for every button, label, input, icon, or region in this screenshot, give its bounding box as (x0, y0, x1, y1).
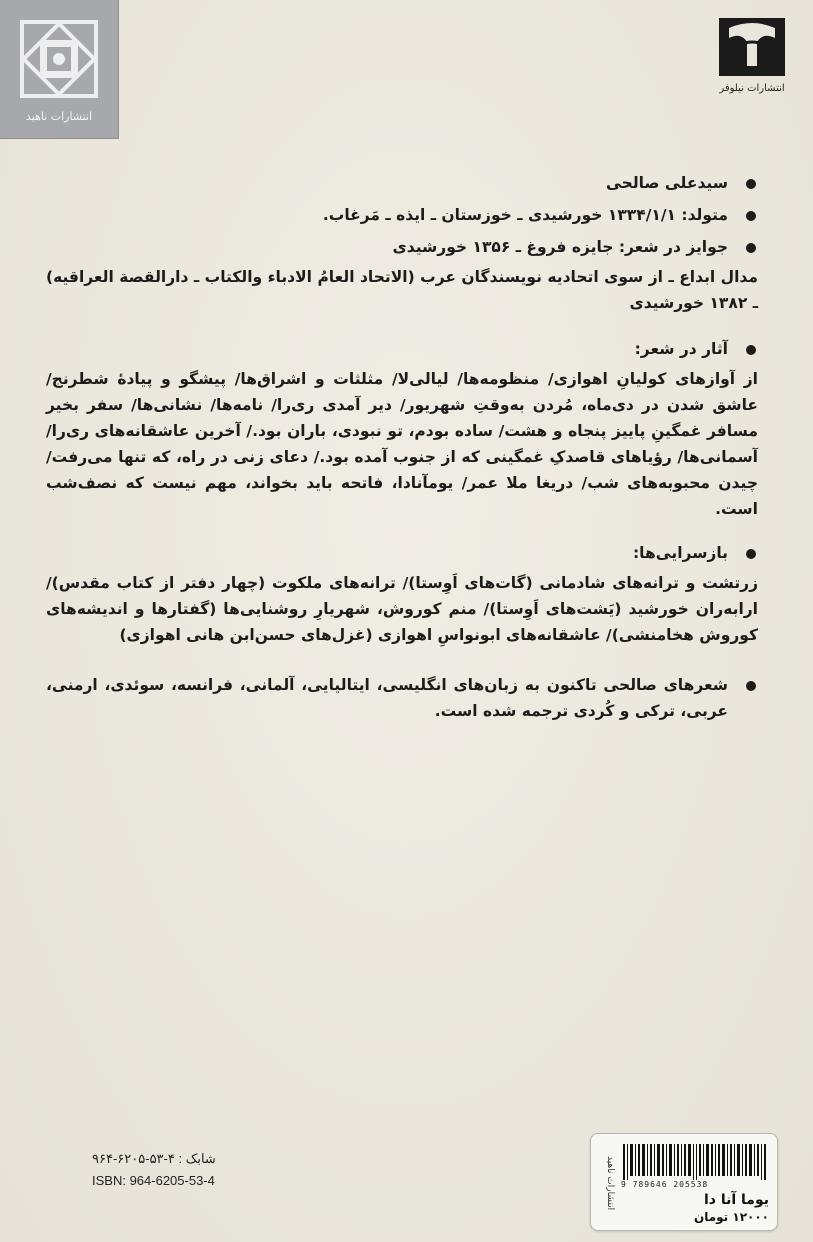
bullet-icon (746, 549, 756, 559)
niloofar-logo-icon (717, 16, 787, 78)
barcode-number: 9 789646 205538 (621, 1180, 709, 1189)
bullet-icon (746, 345, 756, 355)
bullet-icon (746, 211, 756, 221)
niloofar-logo (714, 16, 790, 98)
isbn-latin: ISBN: 964-6205-53-4 (92, 1173, 215, 1188)
price-sticker (590, 1133, 778, 1231)
bullet-icon (746, 681, 756, 691)
bullet-icon (746, 243, 756, 253)
birth-info: متولد: ۱۳۳۴/۱/۱ خورشیدی ـ خوزستان ـ ایذه ـ مَرغاب. (322, 206, 728, 224)
rewritings-item (46, 540, 758, 566)
back-cover-text (46, 170, 758, 724)
author-name-item (46, 170, 758, 196)
translations-text: شعرهای صالحی تاکنون به زبان‌های انگلیسی، ایتالیایی، آلمانی، فرانسه، سوئدی، ارمنی، عربی، ترکی و کُردی ترجمه شده است. (46, 676, 728, 720)
sticker-title: یوما آنا دا (703, 1192, 769, 1208)
birth-item (46, 202, 758, 228)
sticker-publisher: انتشارات ناهید (605, 1155, 615, 1211)
sticker-price: ۱۲۰۰۰ تومان (693, 1210, 769, 1224)
translations-item (46, 672, 758, 724)
bullet-icon (746, 179, 756, 189)
isbn-persian: شابک : ۴-۵۳-۶۲۰۵-۹۶۴ (92, 1151, 216, 1166)
left-logo-caption: انتشارات ناهید (25, 110, 93, 123)
works-item (46, 336, 758, 362)
rewritings-list: زرتشت و ترانه‌های شادمانی (گات‌های اَوِستا)/ ترانه‌های ملکوت (چهار دفتر از کتاب مقدس)/ ارابه‌ران خورشید (یَشت‌های اَوِستا)/ منم کوروش، شهریارِ روشنایی‌ها (گفتارها و اندیشه‌های کوروش هخامنشی)/ عاشقانه‌های ابونواسِ اهوازی (غزل‌های حسن‌ابن هانی اهوازی) (46, 574, 758, 644)
works-heading: آثار در شعر: (634, 340, 728, 358)
nahid-logo-icon (14, 14, 104, 104)
awards-line-2: مدال ابداع ـ از سوی اتحادیه نویسندگان عرب (الاتحاد العامُ الادباء والکتاب ـ دارالقصة العراقیه) ـ ۱۳۸۲ خورشیدی (46, 268, 758, 312)
awards-line-1: جوایز در شعر: جایزه فروغ ـ ۱۳۵۶ خورشیدی (392, 238, 728, 256)
author-name: سیدعلی صالحی (606, 174, 728, 192)
barcode-icon (621, 1144, 769, 1180)
awards-item (46, 234, 758, 260)
right-logo-caption: انتشارات نیلوفر (719, 83, 785, 94)
nahid-logo-box (0, 0, 119, 139)
isbn-block (92, 1148, 216, 1192)
works-list: از آوازهای کولیانِ اهوازی/ منظومه‌ها/ لیالی‌لا/ مثلثات و اشراق‌ها/ پیشگو و پیادهٔ شطرنج/ عاشق شدن در دی‌ماه، مُردن به‌وقتِ شهریور/ دیر آمدی ری‌را/ نامه‌ها/ نشانی‌ها/ سفر بخیر مسافر غمگینِ پاییز پنجاه و هشت/ ساده بودم، تو نبودی، باران بود./ آخرین عاشقانه‌های ری‌را/ آسمانی‌ها/ رؤیاهای قاصدکِ غمگینی که از جنوب آمده بود./ دعای زنی در راه، که تنها می‌رفت/ چیدن محبوبه‌های شب/ دریغا ملا عمر/ یومآنادا، فاتحه باید بخواند، مهم نیست که نصف‌شب است. (46, 370, 758, 518)
rewritings-heading: بازسرایی‌ها: (632, 544, 728, 562)
